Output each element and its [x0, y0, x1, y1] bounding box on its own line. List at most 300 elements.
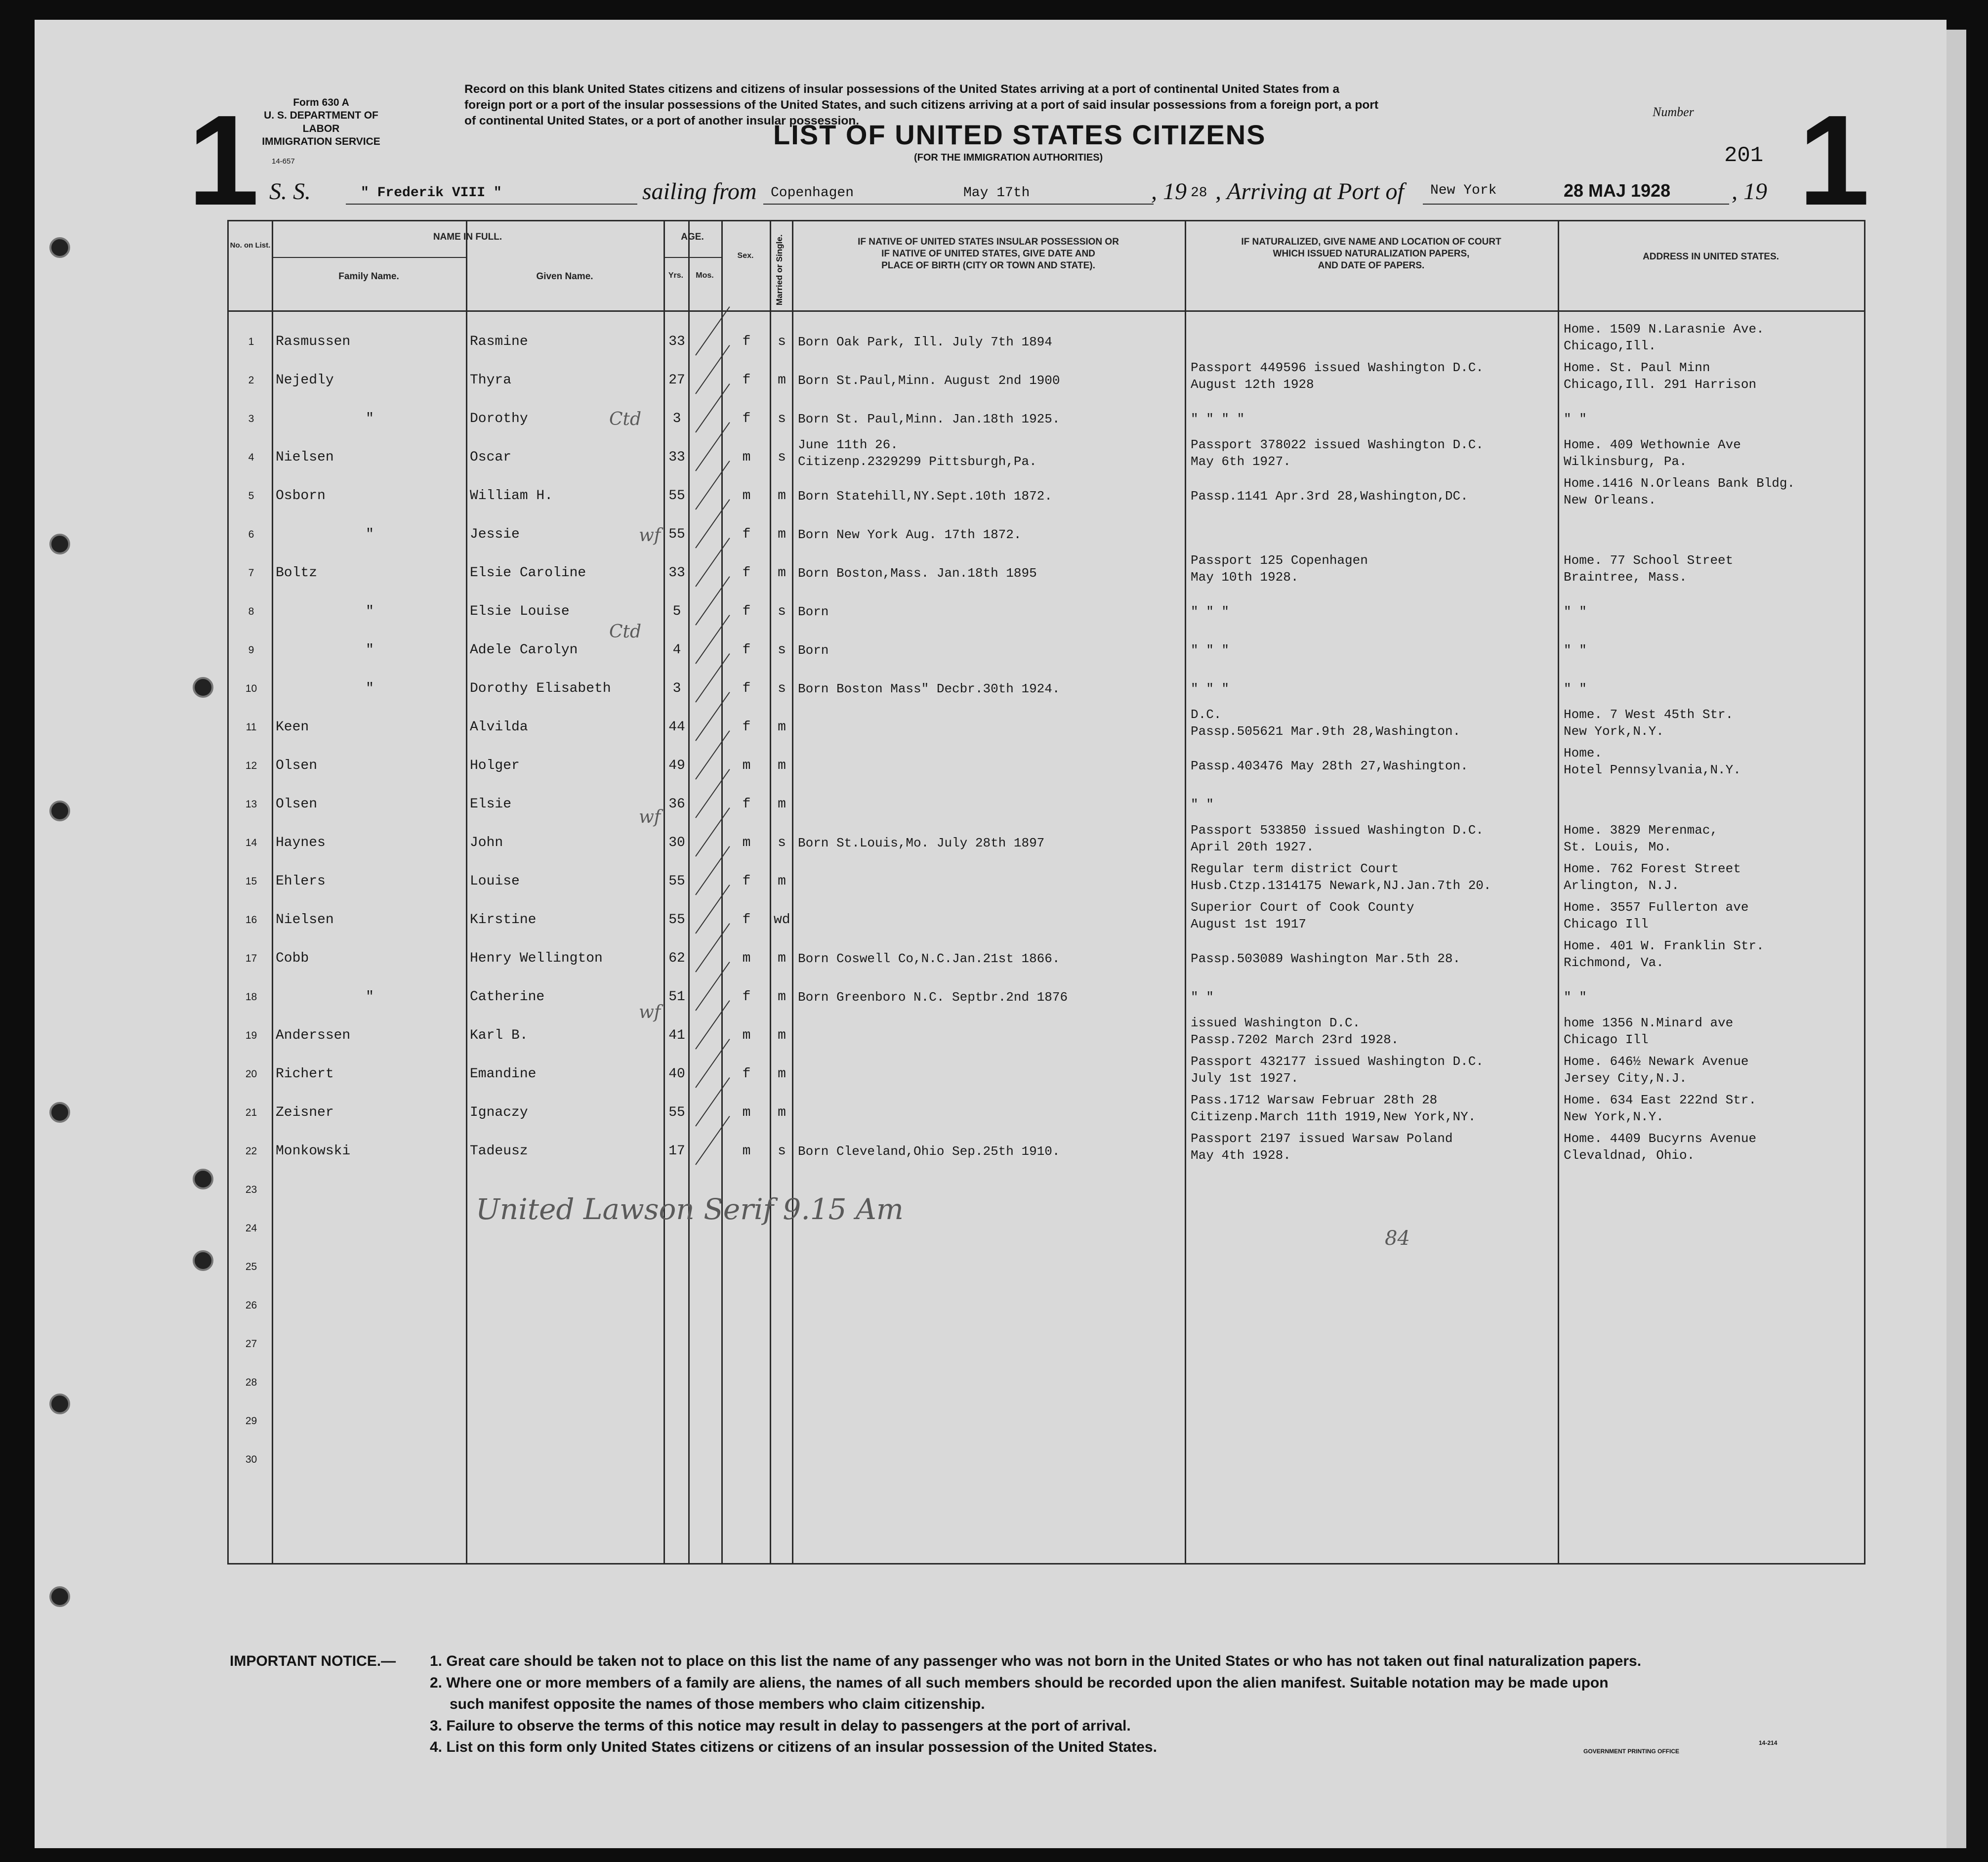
sailing-label: sailing from — [642, 178, 757, 205]
cell-sex: f — [742, 874, 751, 889]
cell-family: " — [366, 527, 374, 542]
cell-given: Tadeusz — [470, 1143, 528, 1159]
cell-sex: f — [742, 373, 751, 388]
cell-addr-line: Home.1416 N.Orleans Bank Bldg. — [1564, 476, 1795, 491]
cell-sex: f — [742, 565, 751, 581]
cell-addr-line: Home. 401 W. Franklin Str. — [1564, 938, 1764, 953]
cell-addr-line: Clevaldnad, Ohio. — [1564, 1148, 1695, 1163]
cell-ms: s — [778, 334, 786, 349]
cell-no: 16 — [245, 914, 257, 926]
cell-ms: m — [778, 488, 786, 504]
ship-name: " Frederik VIII " — [361, 185, 502, 201]
binder-hole — [49, 1586, 70, 1607]
cell-given: Thyra — [470, 373, 512, 388]
cell-nat-line: Passp.1141 Apr.3rd 28,Washington,DC. — [1191, 489, 1468, 504]
margin-mark: Ctd — [609, 409, 642, 429]
cell-nat-line: " " " — [1191, 681, 1230, 696]
service-name: IMMIGRATION SERVICE — [262, 135, 380, 147]
cell-sex: f — [742, 681, 751, 696]
cell-age: 55 — [668, 874, 685, 889]
cell-ms: m — [778, 1105, 786, 1120]
cell-no: 18 — [245, 991, 257, 1003]
record-line: of continental United States, or a port of another insular possession. — [464, 114, 860, 127]
binder-hole — [193, 677, 213, 698]
cell-sex: f — [742, 1066, 751, 1082]
cell-addr-line: Arlington, N.J. — [1564, 878, 1680, 893]
cell-no: 11 — [246, 721, 257, 733]
cell-no: 23 — [245, 1184, 257, 1195]
table-row — [229, 474, 1864, 513]
cell-age: 27 — [668, 373, 685, 388]
cell-given: Holger — [470, 758, 520, 773]
cell-addr-line: Home. 77 School Street — [1564, 553, 1734, 568]
cell-family: Anderssen — [276, 1028, 351, 1043]
notice-item: 1. Great care should be taken not to place on this list the name of any passenger who was not born in the United States or who has not taken out final naturalization papers. — [430, 1653, 1642, 1669]
cell-family: Nielsen — [276, 450, 334, 465]
cell-no: 22 — [245, 1145, 257, 1157]
table-row — [229, 821, 1864, 860]
col-nat-line: IF NATURALIZED, GIVE NAME AND LOCATION OF COURT — [1241, 237, 1501, 247]
handwritten-page-note: 84 — [1385, 1227, 1410, 1250]
cell-age: 51 — [668, 989, 685, 1005]
year-to-label: , 19 — [1732, 178, 1767, 205]
cell-addr-line: home 1356 N.Minard ave — [1564, 1016, 1734, 1030]
cell-addr-line: " " — [1564, 990, 1587, 1005]
cell-no: 9 — [248, 644, 254, 656]
cell-sex: f — [742, 797, 751, 812]
cell-no: 13 — [245, 799, 257, 810]
table-body — [229, 320, 1864, 1556]
year-from: 28 — [1191, 185, 1207, 201]
table-row — [229, 1399, 1864, 1438]
cell-addr-line: Home. St. Paul Minn — [1564, 360, 1710, 375]
sheet-number-right: 1 — [1798, 89, 1870, 232]
fill-line — [346, 204, 637, 205]
cell-family: " — [366, 604, 374, 619]
cell-nat-line: August 1st 1917 — [1191, 917, 1307, 931]
cell-birth-line: Born New York Aug. 17th 1872. — [798, 527, 1022, 542]
cell-sex: m — [742, 835, 751, 850]
cell-sex: f — [742, 642, 751, 658]
cell-addr-line: Hotel Pennsylvania,N.Y. — [1564, 762, 1741, 777]
cell-birth-line: Born St. Paul,Minn. Jan.18th 1925. — [798, 412, 1060, 426]
table-row — [229, 359, 1864, 397]
cell-birth-line: Born Boston,Mass. Jan.18th 1895 — [798, 566, 1037, 581]
cell-addr-line: Home. — [1564, 746, 1603, 761]
sheet-number-left: 1 — [188, 89, 259, 232]
table-row — [229, 860, 1864, 898]
cell-nat-line: " " — [1191, 797, 1214, 812]
cell-addr-line: " " — [1564, 412, 1587, 426]
cell-ms: s — [778, 1143, 786, 1159]
cell-family: Rasmussen — [276, 334, 351, 349]
binder-hole — [49, 237, 70, 258]
cell-sex: f — [742, 719, 751, 735]
cell-addr-line: Jersey City,N.J. — [1564, 1071, 1687, 1086]
record-line: foreign port or a port of the insular possessions of the United States, and such citizens arriving at a port of said insular possessions from a foreign port, a port — [464, 98, 1379, 112]
cell-nat-line: Passp.7202 March 23rd 1928. — [1191, 1032, 1399, 1047]
cell-given: Kirstine — [470, 912, 537, 928]
sailing-date: May 17th — [963, 185, 1030, 201]
table-row — [229, 551, 1864, 590]
cell-age: 17 — [668, 1143, 685, 1159]
margin-mark: Ctd — [609, 622, 642, 642]
table-row — [229, 1207, 1864, 1245]
cell-addr-line: Wilkinsburg, Pa. — [1564, 454, 1687, 469]
cell-family: Keen — [276, 719, 309, 735]
col-yrs-header: Yrs. — [668, 271, 684, 280]
cell-no: 25 — [245, 1261, 257, 1272]
cell-addr-line: New York,N.Y. — [1564, 1109, 1664, 1124]
cell-birth-line: Born St.Louis,Mo. July 28th 1897 — [798, 836, 1045, 850]
cell-ms: m — [778, 874, 786, 889]
table-row — [229, 1284, 1864, 1322]
cell-addr-line: Home. 1509 N.Larasnie Ave. — [1564, 322, 1764, 337]
cell-birth-line: Born — [798, 643, 829, 658]
form-number: Form 630 A — [293, 97, 349, 108]
table-row — [229, 1361, 1864, 1399]
arrival-date-stamp: 28 MAJ 1928 — [1564, 180, 1671, 201]
binder-hole — [49, 534, 70, 554]
cell-nat-line: Citizenp.March 11th 1919,New York,NY. — [1191, 1109, 1476, 1124]
cell-age: 49 — [668, 758, 685, 773]
cell-nat-line: Husb.Ctzp.1314175 Newark,NJ.Jan.7th 20. — [1191, 878, 1491, 893]
cell-nat-line: Passport 432177 issued Washington D.C. — [1191, 1054, 1484, 1069]
table-row — [229, 1322, 1864, 1361]
cell-family: Olsen — [276, 758, 318, 773]
cell-no: 26 — [245, 1300, 257, 1311]
cell-family: Cobb — [276, 951, 309, 966]
col-nat-line: WHICH ISSUED NATURALIZATION PAPERS, — [1273, 248, 1470, 259]
printer-code: 14-214 — [1759, 1739, 1778, 1746]
cell-addr-line: " " — [1564, 604, 1587, 619]
table-row — [229, 629, 1864, 667]
cell-nat-line: Pass.1712 Warsaw Februar 28th 28 — [1191, 1093, 1438, 1107]
cell-age: 33 — [668, 334, 685, 349]
table-row — [229, 320, 1864, 359]
binder-hole — [49, 1394, 70, 1414]
cell-birth-line: Born Oak Park, Ill. July 7th 1894 — [798, 335, 1052, 349]
cell-family: Osborn — [276, 488, 326, 504]
cell-age: 33 — [668, 450, 685, 465]
cell-no: 14 — [245, 837, 257, 848]
cell-nat-line: " " " — [1191, 604, 1230, 619]
cell-no: 30 — [245, 1454, 257, 1465]
cell-birth-line: Born Greenboro N.C. Septbr.2nd 1876 — [798, 990, 1068, 1005]
cell-addr-line: Home. 3557 Fullerton ave — [1564, 900, 1749, 915]
cell-age: 41 — [668, 1028, 685, 1043]
cell-given: Rasmine — [470, 334, 528, 349]
cell-sex: m — [742, 758, 751, 773]
cell-given: Louise — [470, 874, 520, 889]
margin-mark: wf — [639, 807, 661, 827]
form-id — [257, 96, 385, 148]
cell-ms: m — [778, 1028, 786, 1043]
year-prefix: , 19 — [1151, 178, 1187, 205]
header-rule — [663, 257, 721, 258]
cell-birth-line: Born — [798, 604, 829, 619]
cell-age: 55 — [668, 488, 685, 504]
table-row — [229, 1438, 1864, 1477]
cell-ms: s — [778, 450, 786, 465]
cell-age: 44 — [668, 719, 685, 735]
cell-nat-line: Passp.403476 May 28th 27,Washington. — [1191, 759, 1468, 773]
cell-nat-line: D.C. — [1191, 707, 1222, 722]
col-address-header: ADDRESS IN UNITED STATES. — [1643, 252, 1779, 262]
cell-family: Haynes — [276, 835, 326, 850]
cell-addr-line: New Orleans. — [1564, 493, 1657, 508]
cell-given: Karl B. — [470, 1028, 528, 1043]
cell-age: 33 — [668, 565, 685, 581]
table-row — [229, 1091, 1864, 1130]
margin-mark: wf — [639, 525, 661, 546]
cell-ms: m — [778, 373, 786, 388]
notice-item: such manifest opposite the names of those members who claim citizenship. — [450, 1696, 985, 1712]
table-row — [229, 1168, 1864, 1207]
department-name: U. S. DEPARTMENT OF LABOR — [264, 110, 378, 134]
form-title: LIST OF UNITED STATES CITIZENS — [773, 119, 1266, 150]
cell-given: Alvilda — [470, 719, 528, 735]
cell-ms: wd — [774, 912, 790, 928]
cell-addr-line: Home. 4409 Bucyrns Avenue — [1564, 1131, 1757, 1146]
cell-birth-line: Born Coswell Co,N.C.Jan.21st 1866. — [798, 951, 1060, 966]
cell-age: 4 — [672, 642, 681, 658]
cell-no: 7 — [248, 567, 254, 579]
cell-sex: m — [742, 1028, 751, 1043]
printer-imprint: GOVERNMENT PRINTING OFFICE — [1583, 1748, 1680, 1755]
cell-sex: f — [742, 334, 751, 349]
cell-ms: m — [778, 951, 786, 966]
cell-ms: m — [778, 797, 786, 812]
cell-no: 12 — [245, 760, 257, 771]
cell-nat-line: April 20th 1927. — [1191, 840, 1314, 854]
cell-nat-line: Regular term district Court — [1191, 861, 1399, 876]
cell-addr-line: Home. 409 Wethownie Ave — [1564, 437, 1741, 452]
header-rule — [272, 257, 466, 258]
important-notice — [430, 1650, 1863, 1758]
cell-birth-line: Born Cleveland,Ohio Sep.25th 1910. — [798, 1144, 1060, 1159]
handwritten-note: United Lawson Serif 9.15 Am — [476, 1192, 904, 1226]
binder-hole — [193, 1250, 213, 1271]
cell-ms: s — [778, 411, 786, 426]
col-age-header: AGE. — [681, 232, 704, 242]
binder-hole — [49, 801, 70, 821]
cell-birth-line: June 11th 26. — [798, 437, 898, 452]
cell-nat-line: Passp.503089 Washington Mar.5th 28. — [1191, 951, 1461, 966]
cell-addr-line: Chicago,Ill. — [1564, 339, 1657, 353]
col-family-header: Family Name. — [338, 271, 399, 282]
cell-sex: f — [742, 527, 751, 542]
cell-addr-line: Chicago,Ill. 291 Harrison — [1564, 377, 1757, 392]
binder-hole — [49, 1102, 70, 1123]
page-edge — [1947, 30, 1966, 1848]
port-from: Copenhagen — [771, 185, 854, 201]
cell-family: Richert — [276, 1066, 334, 1082]
table-row — [229, 1245, 1864, 1284]
cell-no: 15 — [245, 876, 257, 887]
cell-addr-line: Home. 634 East 222nd Str. — [1564, 1093, 1757, 1107]
ss-label: S. S. — [269, 178, 311, 205]
cell-nat-line: " " — [1191, 990, 1214, 1005]
cell-sex: m — [742, 1143, 751, 1159]
cell-addr-line: New York,N.Y. — [1564, 724, 1664, 739]
table-row — [229, 436, 1864, 474]
cell-no: 10 — [245, 683, 257, 694]
cell-no: 27 — [245, 1338, 257, 1350]
cell-no: 2 — [248, 375, 254, 386]
cell-given: John — [470, 835, 503, 850]
cell-ms: m — [778, 565, 786, 581]
cell-family: Olsen — [276, 797, 318, 812]
cell-given: Elsie — [470, 797, 512, 812]
cell-given: Ignaczy — [470, 1105, 528, 1120]
cell-sex: m — [742, 488, 751, 504]
cell-no: 3 — [248, 413, 254, 424]
cell-sex: m — [742, 1105, 751, 1120]
cell-nat-line: Passport 378022 issued Washington D.C. — [1191, 437, 1484, 452]
cell-given: Dorothy Elisabeth — [470, 681, 611, 696]
form-code: 14-657 — [272, 157, 295, 166]
cell-no: 4 — [248, 452, 254, 463]
col-naturalized-header — [1185, 236, 1558, 271]
cell-addr-line: Chicago Ill — [1564, 1032, 1649, 1047]
cell-ms: m — [778, 719, 786, 735]
notice-item: 2. Where one or more members of a family are aliens, the names of all such members should be recorded upon the alien manifest. Suitable notation may be made upon — [430, 1674, 1609, 1691]
cell-birth-line: Born Boston Mass" Decbr.30th 1924. — [798, 681, 1060, 696]
table-row — [229, 783, 1864, 821]
table-row — [229, 744, 1864, 783]
cell-ms: m — [778, 989, 786, 1005]
cell-given: Elsie Louise — [470, 604, 570, 619]
table-row — [229, 397, 1864, 436]
form-subtitle: (FOR THE IMMIGRATION AUTHORITIES) — [914, 152, 1103, 163]
cell-ms: m — [778, 1066, 786, 1082]
col-birth-line: IF NATIVE OF UNITED STATES, GIVE DATE AND — [881, 248, 1095, 259]
cell-family: " — [366, 681, 374, 696]
cell-given: Jessie — [470, 527, 520, 542]
table-row — [229, 1014, 1864, 1053]
cell-nat-line: August 12th 1928 — [1191, 377, 1314, 392]
cell-family: Boltz — [276, 565, 318, 581]
cell-birth-line: Born St.Paul,Minn. August 2nd 1900 — [798, 373, 1060, 388]
cell-nat-line: Passp.505621 Mar.9th 28,Washington. — [1191, 724, 1461, 739]
cell-ms: s — [778, 604, 786, 619]
col-given-header: Given Name. — [536, 271, 593, 282]
cell-given: William H. — [470, 488, 553, 504]
cell-age: 36 — [668, 797, 685, 812]
cell-addr-line: Home. 3829 Merenmac, — [1564, 823, 1718, 838]
cell-family: Ehlers — [276, 874, 326, 889]
cell-sex: f — [742, 604, 751, 619]
cell-no: 8 — [248, 606, 254, 617]
cell-family: " — [366, 642, 374, 658]
fill-line — [1423, 204, 1729, 205]
cell-sex: m — [742, 450, 751, 465]
col-mos-header: Mos. — [696, 271, 714, 280]
cell-addr-line: Home. 646½ Newark Avenue — [1564, 1054, 1749, 1069]
table-row — [229, 1053, 1864, 1091]
cell-family: " — [366, 989, 374, 1005]
cell-no: 20 — [245, 1068, 257, 1080]
cell-birth-line: Citizenp.2329299 Pittsburgh,Pa. — [798, 454, 1037, 469]
table-row — [229, 513, 1864, 551]
cell-ms: m — [778, 758, 786, 773]
passenger-table — [227, 220, 1865, 1565]
table-row — [229, 706, 1864, 744]
cell-given: Catherine — [470, 989, 545, 1005]
cell-given: Henry Wellington — [470, 951, 603, 966]
cell-ms: s — [778, 642, 786, 658]
col-birth-line: PLACE OF BIRTH (CITY OR TOWN AND STATE). — [881, 260, 1095, 271]
cell-ms: m — [778, 527, 786, 542]
header-bottom-rule — [229, 310, 1864, 312]
cell-no: 28 — [245, 1377, 257, 1388]
cell-addr-line: " " — [1564, 681, 1587, 696]
cell-given: Dorothy — [470, 411, 528, 426]
cell-nat-line: Passport 533850 issued Washington D.C. — [1191, 823, 1484, 838]
cell-age: 55 — [668, 527, 685, 542]
cell-sex: f — [742, 411, 751, 426]
cell-addr-line: Braintree, Mass. — [1564, 570, 1687, 585]
cell-given: Oscar — [470, 450, 512, 465]
cell-nat-line: Passport 2197 issued Warsaw Poland — [1191, 1131, 1453, 1146]
cell-no: 21 — [245, 1107, 257, 1118]
cell-addr-line: St. Louis, Mo. — [1564, 840, 1672, 854]
cell-addr-line: Chicago Ill — [1564, 917, 1649, 931]
notice-item: 4. List on this form only United States citizens or citizens of an insular possession of the United States. — [430, 1739, 1157, 1755]
cell-sex: f — [742, 912, 751, 928]
col-name-header: NAME IN FULL. — [433, 232, 502, 242]
cell-nat-line: Superior Court of Cook County — [1191, 900, 1414, 915]
cell-nat-line: " " " — [1191, 643, 1230, 658]
number-label: Number — [1653, 105, 1694, 119]
cell-addr-line: Home. 7 West 45th Str. — [1564, 707, 1734, 722]
cell-age: 55 — [668, 912, 685, 928]
cell-nat-line: May 10th 1928. — [1191, 570, 1299, 585]
cell-age: 55 — [668, 1105, 685, 1120]
cell-nat-line: issued Washington D.C. — [1191, 1016, 1361, 1030]
fill-line — [763, 204, 1154, 205]
cell-nat-line: Passport 125 Copenhagen — [1191, 553, 1368, 568]
cell-age: 30 — [668, 835, 685, 850]
cell-family: Monkowski — [276, 1143, 351, 1159]
binder-hole — [193, 1169, 213, 1189]
cell-nat-line: July 1st 1927. — [1191, 1071, 1299, 1086]
cell-addr-line: " " — [1564, 643, 1587, 658]
cell-family: Nielsen — [276, 912, 334, 928]
cell-nat-line: May 6th 1927. — [1191, 454, 1291, 469]
cell-family: Nejedly — [276, 373, 334, 388]
cell-sex: m — [742, 951, 751, 966]
cell-nat-line: Passport 449596 issued Washington D.C. — [1191, 360, 1484, 375]
margin-mark: wf — [639, 1002, 661, 1022]
col-birth-header — [792, 236, 1185, 271]
arriving-label: , Arriving at Port of — [1215, 178, 1404, 205]
cell-addr-line: Richmond, Va. — [1564, 955, 1664, 970]
table-row — [229, 1130, 1864, 1168]
cell-sex: f — [742, 989, 751, 1005]
cell-no: 5 — [248, 490, 254, 502]
table-row — [229, 898, 1864, 937]
cell-nat-line: " " " " — [1191, 412, 1245, 426]
port-to: New York — [1430, 183, 1497, 198]
cell-age: 3 — [672, 411, 681, 426]
cell-age: 40 — [668, 1066, 685, 1082]
cell-age: 5 — [672, 604, 681, 619]
cell-no: 24 — [245, 1223, 257, 1234]
col-no-header: No. on List. — [230, 241, 271, 250]
cell-family: " — [366, 411, 374, 426]
